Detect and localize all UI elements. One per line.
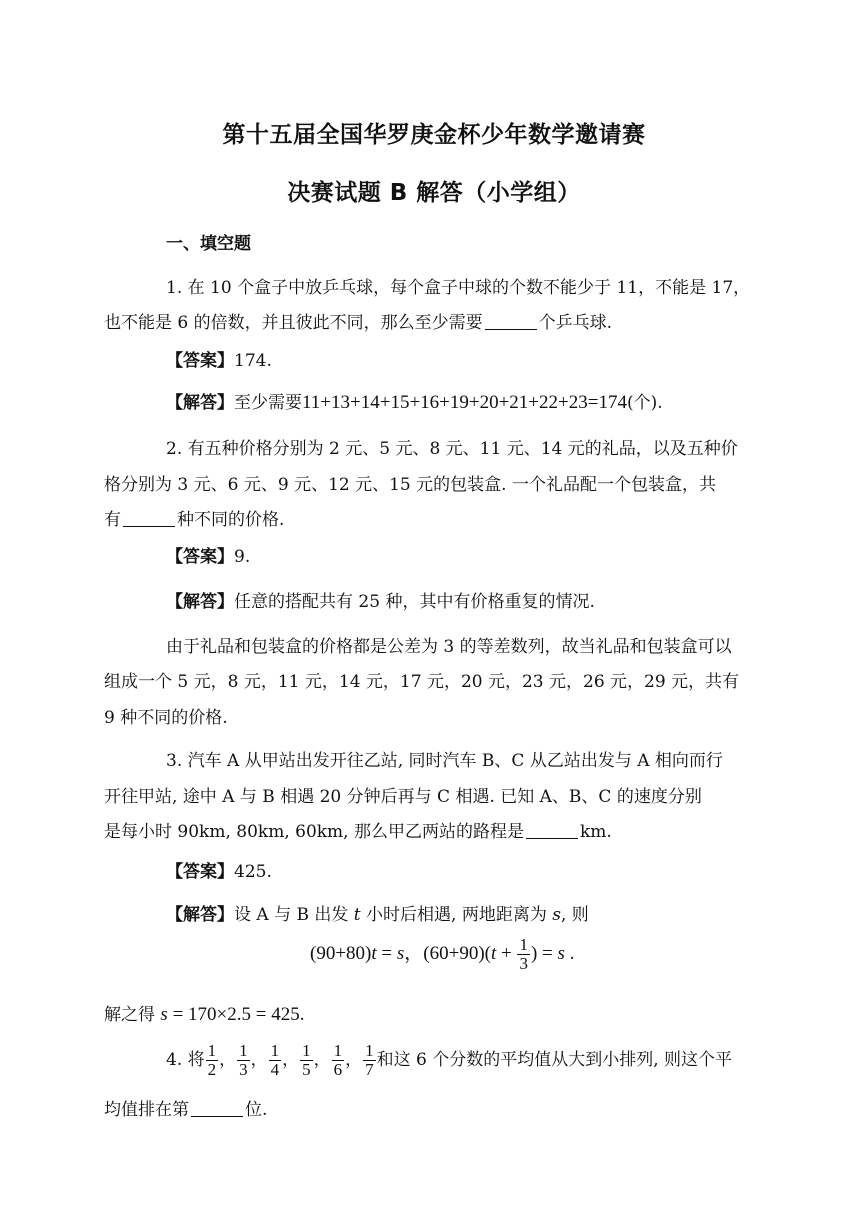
q1-answer-blank [485,313,537,330]
solution-label: 【解答】 [166,905,234,925]
fraction-numerator: 1 [302,1041,311,1060]
q4-answer-blank [191,1100,243,1117]
fraction-1-6 [332,1042,345,1079]
q2-solution [166,587,595,612]
answer-label: 【答案】 [166,862,234,882]
fraction-separator: ， [219,1050,237,1070]
fraction-numerator: 1 [207,1041,217,1060]
q1-text: 也不能是 6 的倍数，并且彼此不同，那么至少需要 [104,313,483,333]
solution-text: 至少需要 [234,393,302,413]
fraction-separator: ， [345,1050,363,1070]
fraction-denominator: 7 [365,1060,374,1079]
q2-line-1: 2. 有五种价格分别为 2 元、5 元、8 元、11 元、14 元的礼品，以及五种价 [166,439,738,459]
q1-answer [166,346,272,371]
eq-part: (90+80) [310,942,372,964]
q1-line-2 [104,308,612,333]
eq-part: = [376,942,397,964]
q2-line-2: 格分别为 3 元、6 元、9 元、12 元、15 元的包装盒. 一个礼品配一个包装盒，共 [104,475,716,495]
q4-line-1 [166,1042,732,1079]
q3-result [104,1000,304,1026]
q3-answer-blank [526,822,578,839]
variable-t: t [353,905,361,925]
fraction-denominator: 6 [333,1060,343,1079]
q2-text-end: 种不同的价格. [177,510,285,530]
document-subtitle: 决赛试题 B 解答（小学组） [287,180,581,206]
solution-text: 设 A 与 B 出发 [234,905,354,925]
solution-label: 【解答】 [166,393,234,413]
q2-line-3 [104,505,284,530]
fraction-separator: ， [313,1050,331,1070]
eq-part: ，(60+90)( [404,942,491,964]
result-label: 解之得 [104,1005,161,1025]
fraction-numerator: 1 [270,1041,280,1060]
q1-line-1: 1. 在 10 个盒子中放乒乓球，每个盒子中球的个数不能少于 11，不能是 17， [166,278,751,298]
fraction-denominator: 3 [239,1060,248,1079]
fraction-denominator: 2 [207,1060,217,1079]
fraction-1-7 [363,1042,376,1079]
q2-answer-blank [123,510,175,527]
eq-variable: t [490,942,497,964]
eq-part: ) = [530,942,558,964]
fraction-1-2 [206,1042,219,1079]
fraction-1-5 [300,1042,313,1079]
q4-line-2 [104,1095,267,1120]
fraction-numerator: 1 [365,1041,374,1060]
answer-value: 425. [234,862,272,882]
result-equation: = 170×2.5 = 425. [167,1004,305,1025]
fraction-separator: ， [282,1050,300,1070]
document-title: 第十五届全国华罗庚金杯少年数学邀请赛 [222,122,646,148]
solution-text: 小时后相遇, 两地距离为 [360,905,553,925]
q4-prefix: 4. 将 [166,1050,205,1070]
eq-variable: t [371,942,377,964]
eq-variable: s [396,942,405,964]
q4-fractions [205,1041,377,1079]
q3-line-1: 3. 汽车 A 从甲站出发开往乙站, 同时汽车 B、C 从乙站出发与 A 相向而行 [166,751,723,771]
solution-label: 【解答】 [166,592,234,612]
answer-value: 9. [234,547,251,567]
eq-part: + [496,942,517,964]
q1-solution [166,388,663,414]
fraction-denominator: 3 [519,954,528,973]
q4-text: 均值排在第 [104,1100,189,1120]
fraction-separator: ， [250,1050,268,1070]
fraction-denominator: 5 [302,1060,311,1079]
solution-text: , 则 [561,905,589,925]
section-heading: 一、填空题 [166,234,251,254]
q3-line-2: 开往甲站, 途中 A 与 B 相遇 20 分钟后再与 C 相遇. 已知 A、B、C 的速度分别 [104,787,702,807]
q2-para-3: 9 种不同的价格. [104,708,228,728]
fraction-numerator: 1 [333,1041,343,1060]
eq-fraction [517,936,530,973]
answer-label: 【答案】 [166,547,234,567]
q2-para-2: 组成一个 5 元，8 元，11 元，14 元，17 元，20 元，23 元，26 元，29 元，共有 [104,672,740,692]
q3-line-3 [104,817,612,842]
q3-solution [166,900,589,925]
solution-unit: (个). [626,393,663,413]
q2-answer [166,542,250,567]
answer-label: 【答案】 [166,351,234,371]
q3-text: 是每小时 90km, 80km, 60km, 那么甲乙两站的路程是 [104,822,524,842]
fraction-numerator: 1 [239,1041,248,1060]
q3-text-end: km. [580,822,612,842]
eq-part: . [564,942,575,964]
q3-answer [166,857,272,882]
q1-text-end: 个乒乓球. [538,313,613,333]
variable-s: s [552,905,561,925]
fraction-1-4 [269,1042,282,1079]
eq-variable: s [160,1004,168,1025]
q4-suffix: 和这 6 个分数的平均值从大到小排列, 则这个平 [376,1050,733,1070]
eq-variable: s [557,942,565,964]
q2-para-1: 由于礼品和包装盒的价格都是公差为 3 的等差数列，故当礼品和包装盒可以 [166,637,732,657]
q4-text-end: 位. [245,1100,268,1120]
q2-text: 有 [104,510,121,530]
q3-equation [310,936,574,973]
solution-math: 11+13+14+15+16+19+20+21+22+23=174 [302,392,627,413]
fraction-1-3 [237,1042,250,1079]
answer-value: 174. [234,351,272,371]
fraction-denominator: 4 [270,1060,280,1079]
fraction-numerator: 1 [519,935,528,954]
solution-text: 任意的搭配共有 25 种，其中有价格重复的情况. [234,592,595,612]
